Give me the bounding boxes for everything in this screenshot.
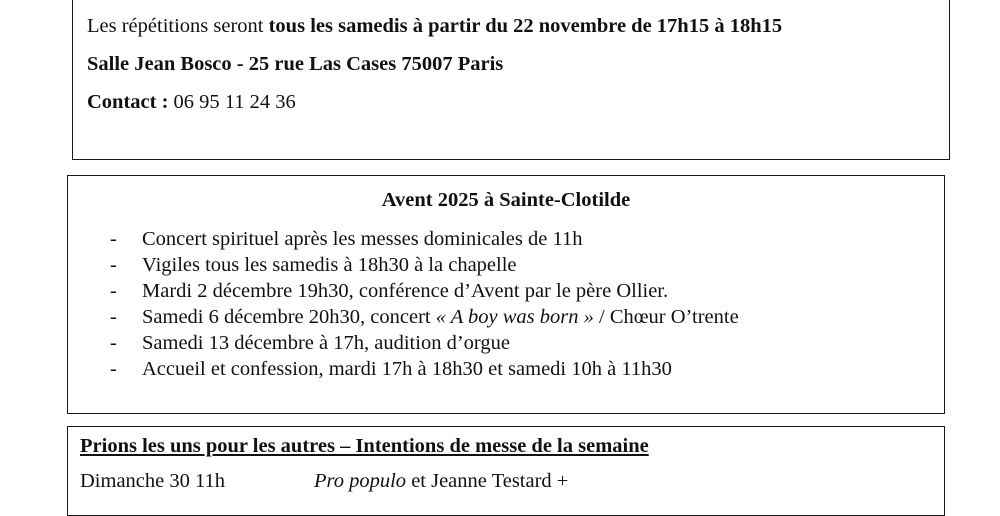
bullet-dash: - bbox=[110, 306, 117, 328]
advent-title: Avent 2025 à Sainte-Clotilde bbox=[381, 189, 631, 211]
bullet-dash: - bbox=[110, 280, 117, 302]
children-choir-notice-box bbox=[72, 0, 950, 160]
mass-intentions-box bbox=[67, 426, 945, 516]
contact-phone: 06 95 11 24 36 bbox=[168, 91, 296, 113]
bullet-dash: - bbox=[110, 332, 117, 354]
intention-italic: Pro populo bbox=[314, 470, 407, 492]
concert-title: « A boy was born » bbox=[435, 306, 594, 328]
list-item: - Mardi 2 décembre 19h30, conférence d’Avent par le père Ollier. bbox=[110, 280, 669, 302]
bullet-dash: - bbox=[110, 254, 117, 276]
list-item: - Accueil et confession, mardi 17h à 18h30 et samedi 10h à 11h30 bbox=[110, 358, 672, 380]
list-item: - Concert spirituel après les messes dominicales de 11h bbox=[110, 228, 583, 250]
list-item: - Samedi 13 décembre à 17h, audition d’orgue bbox=[110, 332, 510, 354]
advent-events-box bbox=[67, 175, 945, 414]
rehearsal-schedule: tous les samedis à partir du 22 novembre de 17h15 à 18h15 bbox=[268, 15, 783, 37]
bullet-dash: - bbox=[110, 358, 117, 380]
rehearsal-line bbox=[87, 14, 782, 38]
intention-text: Pro populo et Jeanne Testard + bbox=[314, 470, 569, 492]
contact-line bbox=[87, 90, 296, 114]
advent-event-list bbox=[110, 226, 739, 382]
contact-label: Contact : bbox=[87, 91, 169, 113]
intentions-title: Prions les uns pour les autres – Intentions de messe de la semaine bbox=[80, 435, 649, 457]
venue-address: Salle Jean Bosco - 25 rue Las Cases 75007 Paris bbox=[87, 53, 504, 75]
intention-date: Dimanche 30 11h bbox=[80, 470, 225, 492]
rehearsal-intro: Les répétitions seront bbox=[87, 15, 269, 37]
list-item: - Vigiles tous les samedis à 18h30 à la chapelle bbox=[110, 254, 517, 276]
list-item: - Samedi 6 décembre 20h30, concert « A boy was born » / Chœur O’trente bbox=[110, 306, 739, 328]
bullet-dash: - bbox=[110, 228, 117, 250]
